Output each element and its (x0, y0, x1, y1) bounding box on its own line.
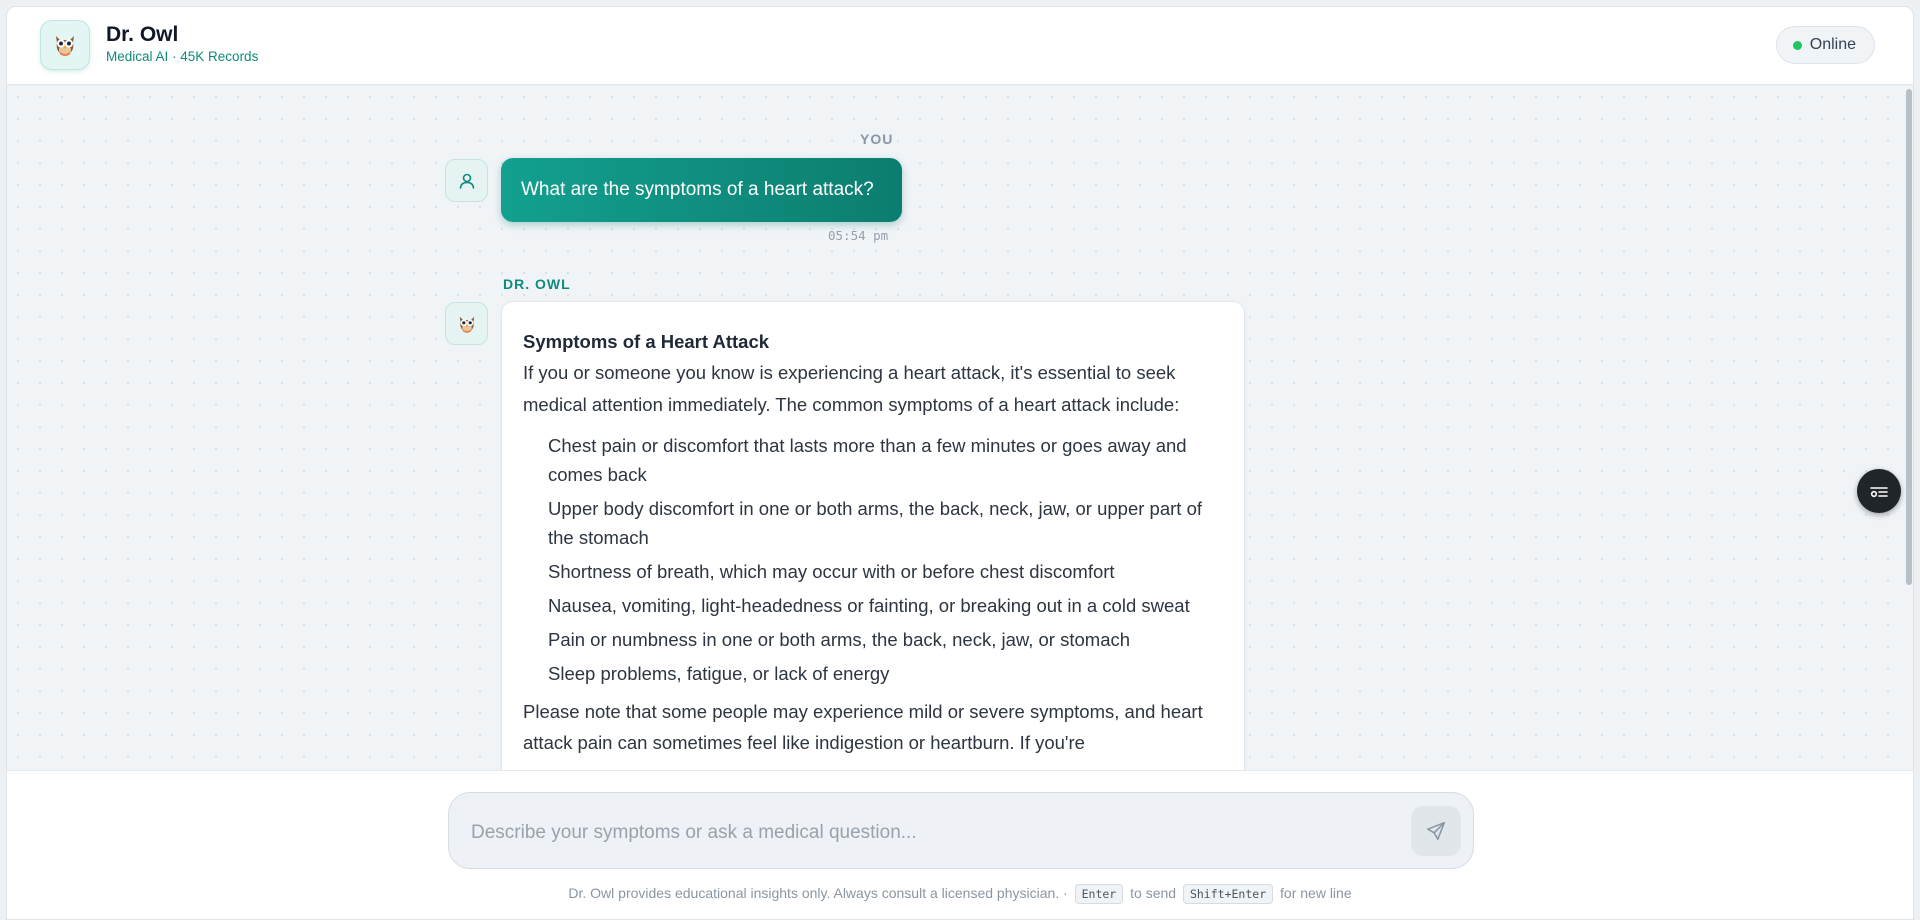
newline-hint-text: for new line (1280, 885, 1352, 901)
user-sender-label: YOU (860, 131, 894, 147)
chat-messages[interactable] (7, 86, 1913, 770)
send-button[interactable] (1411, 806, 1461, 856)
bot-message-bubble (501, 301, 1245, 770)
bot-message-note: Please note that some people may experience mild or severe symptoms, and heart attack pain can sometimes feel like indigestion or heartburn. If you're (523, 701, 1203, 753)
send-icon (1425, 820, 1447, 842)
send-hint-text: to send (1130, 885, 1177, 901)
app-subtitle: Medical AI · 45K Records (106, 49, 259, 64)
disclaimer-text: Dr. Owl provides educational insights only. Always consult a licensed physician. (568, 885, 1060, 901)
symptom-list (548, 431, 1224, 688)
scrollbar-thumb[interactable] (1906, 89, 1912, 585)
app-header (7, 7, 1913, 85)
list-item: Shortness of breath, which may occur with or before chest discomfort (548, 561, 1115, 582)
owl-icon (40, 20, 90, 70)
options-toggle-button[interactable] (1857, 469, 1901, 513)
list-item: Sleep problems, fatigue, or lack of energy (548, 663, 890, 684)
disclaimer-bar (7, 884, 1913, 904)
online-dot-icon (1793, 41, 1802, 50)
chat-scrollbar[interactable] (1905, 86, 1913, 770)
status-label: Online (1809, 36, 1856, 53)
owl-icon (445, 302, 488, 345)
message-input[interactable] (471, 817, 1371, 849)
app-window (6, 6, 1914, 920)
message-composer (448, 792, 1474, 869)
app-title: Dr. Owl (106, 23, 179, 46)
bot-sender-label: DR. OWL (503, 276, 571, 292)
disclaimer-separator: · (1063, 885, 1068, 901)
list-item: Upper body discomfort in one or both arms, the back, neck, jaw, or upper part of the stomach (548, 498, 1203, 548)
list-item: Nausea, vomiting, light-headedness or fainting, or breaking out in a cold sweat (548, 595, 1190, 616)
list-item: Pain or numbness in one or both arms, the back, neck, jaw, or stomach (548, 629, 1131, 650)
bot-message-intro: If you or someone you know is experiencing a heart attack, it's essential to seek medical attention immediately. The common symptoms of a heart attack include: (523, 362, 1180, 415)
user-message-time: 05:54 pm (828, 228, 889, 243)
composer-area (7, 770, 1913, 920)
user-icon (445, 159, 488, 202)
status-badge (1776, 26, 1875, 64)
user-message-text: What are the symptoms of a heart attack? (521, 179, 874, 200)
settings-list-icon (1868, 480, 1890, 502)
enter-key-hint: Enter (1075, 884, 1124, 904)
bot-message-title: Symptoms of a Heart Attack (523, 331, 770, 352)
user-message-bubble (501, 158, 902, 222)
list-item: Chest pain or discomfort that lasts more than a few minutes or goes away and comes back (548, 435, 1187, 485)
shift-enter-key-hint: Shift+Enter (1183, 884, 1273, 904)
